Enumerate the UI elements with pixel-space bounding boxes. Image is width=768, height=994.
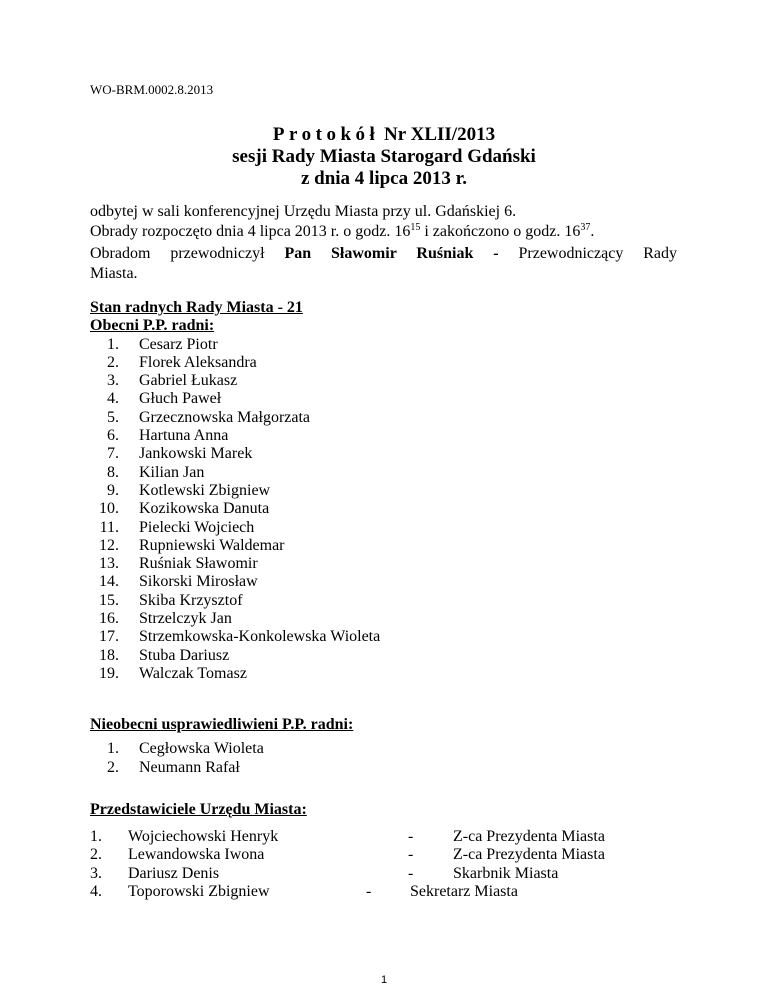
present-section: [90, 299, 380, 683]
staff-role: Z-ca Prezydenta Miasta: [453, 828, 605, 845]
present-item: [90, 647, 380, 665]
present-item-number: 8.: [107, 463, 119, 481]
present-item: [90, 592, 380, 610]
present-item: [90, 610, 380, 628]
present-item-name: Ruśniak Sławomir: [139, 555, 258, 573]
present-item: [90, 555, 380, 573]
staff-dash: -: [408, 864, 414, 882]
present-item: [90, 409, 380, 427]
present-item-number: 12.: [99, 536, 119, 554]
present-item-number: 13.: [99, 555, 119, 573]
absent-heading: Nieobecni usprawiedliwieni P.P. radni:: [90, 716, 354, 733]
present-item-number: 2.: [107, 353, 119, 371]
absent-item: [90, 759, 353, 777]
present-item-name: Walczak Tomasz: [139, 664, 247, 682]
absent-section: [90, 716, 353, 777]
staff-number: 1.: [90, 828, 102, 845]
present-item-name: Kotlewski Zbigniew: [139, 481, 271, 499]
staff-row: [90, 865, 730, 883]
start-minutes: 15: [410, 222, 421, 233]
present-item-name: Kozikowska Danuta: [139, 500, 270, 518]
staff-role: Skarbnik Miasta: [453, 864, 559, 882]
present-item-number: 16.: [99, 610, 119, 628]
staff-number: 2.: [90, 846, 102, 864]
present-item: [90, 537, 380, 555]
intro-times: Obrady rozpoczęto dnia 4 lipca 2013 r. o godz. $16^{15}$ i zakończono o godz. $16^{37}$.: [90, 222, 595, 240]
present-item-name: Strzelczyk Jan: [139, 610, 232, 628]
absent-item-number: 2.: [107, 758, 119, 776]
intro-paragraph: [90, 202, 677, 284]
present-item-number: 14.: [99, 573, 119, 591]
present-item-number: 1.: [107, 335, 119, 353]
present-item: [90, 665, 380, 683]
present-item: [90, 500, 380, 518]
session-title: sesji Rady Miasta Starogard Gdański: [232, 146, 536, 167]
staff-dash: -: [366, 882, 372, 900]
staff-dash: -: [408, 846, 414, 864]
present-item-number: 5.: [107, 408, 119, 426]
council-count-heading: Stan radnych Rady Miasta - 21: [90, 299, 303, 316]
present-item: [90, 336, 380, 354]
intro-chair: Obradom przewodniczył Pan Sławomir Ruśniak - Przewodniczący Rady: [90, 245, 678, 262]
present-item: [90, 464, 380, 482]
present-item-name: Gabriel Łukasz: [139, 372, 238, 390]
present-item: [90, 427, 380, 445]
absent-list: [90, 740, 353, 777]
absent-item-name: Neumann Rafał: [139, 758, 240, 776]
present-item-number: 3.: [107, 372, 119, 390]
present-item-number: 9.: [107, 481, 119, 499]
staff-name: Lewandowska Iwona: [128, 846, 265, 864]
present-item-name: Sikorski Mirosław: [139, 573, 258, 591]
reference-number: WO-BRM.0002.8.2013: [90, 82, 214, 97]
intro-location: odbytej w sali konferencyjnej Urzędu Miasta przy ul. Gdańskiej 6.: [90, 203, 517, 220]
present-item: [90, 628, 380, 646]
present-item: [90, 445, 380, 463]
present-item-name: Kilian Jan: [139, 463, 205, 481]
present-item: [90, 519, 380, 537]
absent-item: [90, 740, 353, 758]
present-item: [90, 573, 380, 591]
protocol-word: Protokół: [272, 124, 380, 145]
page-number: 1: [380, 974, 388, 986]
protocol-number: Nr XLII/2013: [379, 124, 496, 145]
staff-name: Wojciechowski Henryk: [128, 828, 279, 845]
protocol-title: [0, 124, 768, 146]
staff-number: 4.: [90, 882, 102, 900]
absent-item-name: Cegłowska Wioleta: [139, 740, 264, 758]
present-item-number: 11.: [99, 518, 119, 536]
present-item-number: 17.: [99, 628, 119, 646]
staff-dash: -: [408, 828, 414, 845]
staff-row: [90, 828, 730, 846]
present-item-name: Hartuna Anna: [139, 427, 229, 445]
staff-heading: Przedstawiciele Urzędu Miasta:: [90, 801, 307, 818]
present-item: [90, 390, 380, 408]
staff-role: Z-ca Prezydenta Miasta: [453, 846, 605, 864]
present-item-name: Skiba Krzysztof: [139, 591, 243, 609]
chair-name: Pan Sławomir Ruśniak -: [284, 245, 499, 262]
session-date: z dnia 4 lipca 2013 r.: [300, 168, 468, 189]
present-item-name: Pielecki Wojciech: [139, 518, 255, 536]
staff-name: Toporowski Zbigniew: [128, 882, 270, 900]
present-item-name: Głuch Paweł: [139, 390, 222, 408]
present-item-number: 6.: [107, 427, 119, 445]
present-item-number: 18.: [99, 646, 119, 664]
staff-heading-wrap: [90, 801, 307, 819]
staff-name: Dariusz Denis: [128, 864, 220, 882]
present-item: [90, 372, 380, 390]
absent-item-number: 1.: [107, 740, 119, 758]
staff-role: Sekretarz Miasta: [410, 882, 518, 900]
present-item-name: Florek Aleksandra: [139, 353, 257, 371]
end-minutes: 37: [580, 222, 591, 233]
present-item: [90, 482, 380, 500]
present-item-name: Cesarz Piotr: [139, 335, 218, 353]
intro-chair-end: Miasta.: [90, 265, 138, 282]
present-item-number: 4.: [107, 390, 119, 408]
present-item-number: 7.: [107, 445, 119, 463]
present-list: [90, 336, 380, 684]
staff-number: 3.: [90, 864, 102, 882]
present-item-number: 19.: [99, 664, 119, 682]
present-item-name: Strzemkowska-Konkolewska Wioleta: [139, 628, 381, 646]
present-item-number: 10.: [99, 500, 119, 518]
present-item: [90, 354, 380, 372]
present-heading: Obecni P.P. radni:: [90, 317, 215, 335]
present-item-name: Jankowski Marek: [139, 445, 253, 463]
present-item-name: Stuba Dariusz: [139, 646, 230, 664]
present-item-name: Rupniewski Waldemar: [139, 536, 285, 554]
present-item-number: 15.: [99, 591, 119, 609]
staff-row: [90, 883, 730, 901]
staff-row: [90, 846, 730, 864]
present-item-name: Grzecznowska Małgorzata: [139, 408, 311, 426]
staff-list: [90, 828, 730, 901]
